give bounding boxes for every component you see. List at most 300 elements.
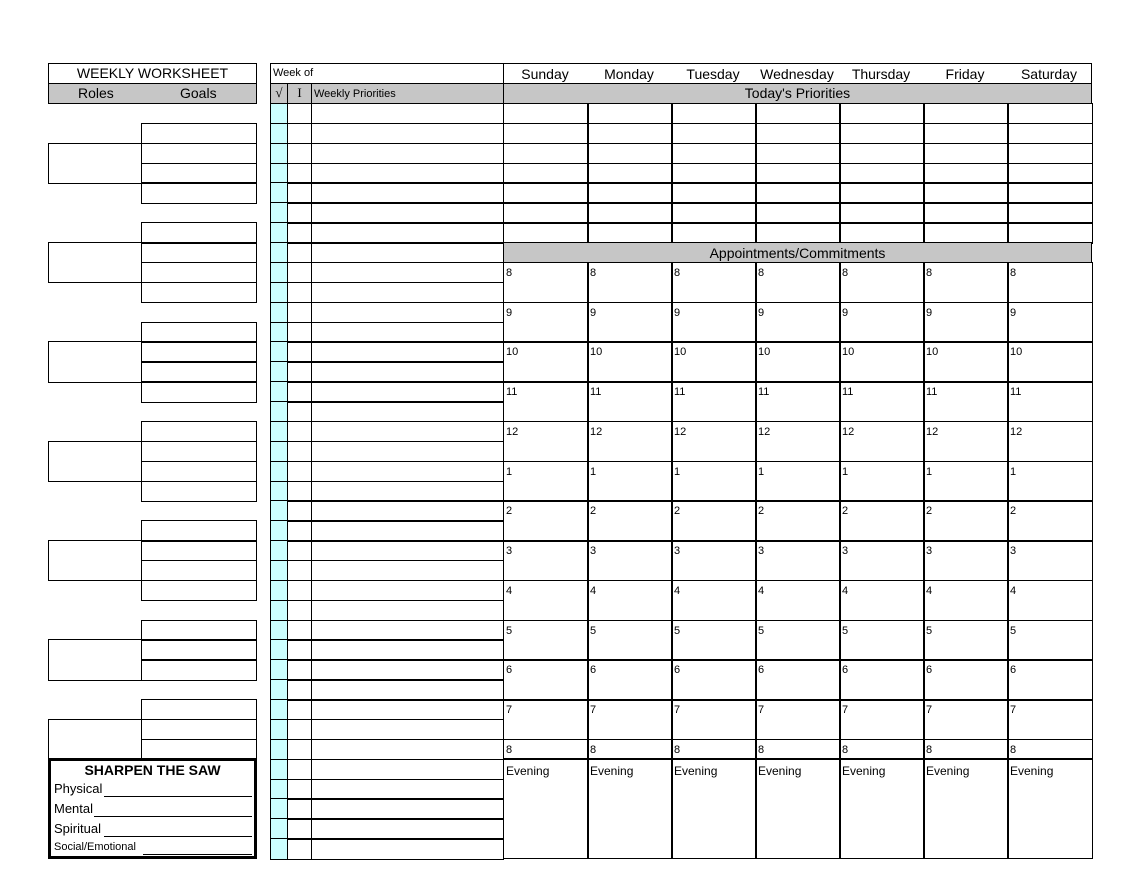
importance-cell[interactable] bbox=[287, 441, 312, 462]
appointment-slot[interactable] bbox=[839, 699, 925, 740]
today-priority-cell[interactable] bbox=[671, 143, 757, 164]
weekly-priority-cell[interactable] bbox=[311, 798, 504, 819]
importance-cell[interactable] bbox=[287, 182, 312, 203]
appointment-slot[interactable] bbox=[839, 580, 925, 621]
today-priority-cell[interactable] bbox=[671, 222, 757, 243]
goal-field[interactable] bbox=[141, 123, 257, 144]
appointment-slot[interactable] bbox=[755, 659, 841, 700]
today-priority-cell[interactable] bbox=[923, 202, 1009, 223]
appointment-slot[interactable] bbox=[503, 302, 589, 343]
goal-field[interactable] bbox=[141, 341, 257, 362]
role-field[interactable] bbox=[48, 242, 142, 283]
importance-cell[interactable] bbox=[287, 639, 312, 660]
importance-cell[interactable] bbox=[287, 322, 312, 343]
today-priority-cell[interactable] bbox=[755, 222, 841, 243]
importance-cell[interactable] bbox=[287, 421, 312, 442]
hour-label: 3 bbox=[506, 545, 513, 558]
hour-label: 4 bbox=[1010, 584, 1017, 597]
role-field[interactable] bbox=[48, 341, 142, 382]
weekly-priority-cell[interactable] bbox=[311, 163, 504, 184]
weekly-priority-cell[interactable] bbox=[311, 123, 504, 144]
goal-field[interactable] bbox=[141, 520, 257, 541]
goal-field[interactable] bbox=[141, 639, 257, 660]
today-priority-cell[interactable] bbox=[503, 103, 589, 124]
today-priority-cell[interactable] bbox=[1007, 163, 1093, 184]
hour-label: 8 bbox=[506, 743, 513, 756]
role-field[interactable] bbox=[48, 143, 142, 184]
appointment-slot[interactable] bbox=[923, 580, 1009, 621]
importance-cell[interactable] bbox=[287, 560, 312, 581]
check-cell[interactable] bbox=[270, 461, 288, 482]
goal-field[interactable] bbox=[141, 461, 257, 482]
importance-cell[interactable] bbox=[287, 341, 312, 362]
weekly-priority-cell[interactable] bbox=[311, 282, 504, 303]
check-cell[interactable] bbox=[270, 779, 288, 800]
appointment-slot[interactable] bbox=[587, 580, 673, 621]
appointment-slot[interactable] bbox=[503, 500, 589, 541]
today-priority-cell[interactable] bbox=[587, 103, 673, 124]
hour-label: 12 bbox=[1010, 425, 1023, 438]
hour-label: 7 bbox=[506, 704, 513, 717]
roles-label: Roles bbox=[78, 85, 114, 101]
sharpen-item-line[interactable] bbox=[143, 854, 252, 855]
importance-cell[interactable] bbox=[287, 719, 312, 740]
importance-cell[interactable] bbox=[287, 699, 312, 720]
weekly-priority-cell[interactable] bbox=[311, 222, 504, 243]
hour-label: 9 bbox=[1010, 306, 1017, 319]
goal-field[interactable] bbox=[141, 560, 257, 581]
hour-label: 7 bbox=[1010, 704, 1017, 717]
importance-cell[interactable] bbox=[287, 540, 312, 561]
importance-cell[interactable] bbox=[287, 838, 312, 859]
importance-cell[interactable] bbox=[287, 620, 312, 641]
today-priority-cell[interactable] bbox=[503, 163, 589, 184]
goal-field[interactable] bbox=[141, 361, 257, 382]
hour-label: 8 bbox=[590, 743, 597, 756]
appointment-slot[interactable] bbox=[503, 699, 589, 740]
hour-label: 12 bbox=[674, 425, 687, 438]
goal-field[interactable] bbox=[141, 540, 257, 561]
importance-cell[interactable] bbox=[287, 401, 312, 422]
importance-cell[interactable] bbox=[287, 679, 312, 700]
today-priority-cell[interactable] bbox=[1007, 222, 1093, 243]
today-priority-cell[interactable] bbox=[755, 182, 841, 203]
check-cell[interactable] bbox=[270, 838, 288, 859]
hour-label: 1 bbox=[926, 465, 933, 478]
importance-cell[interactable] bbox=[287, 143, 312, 164]
appointment-slot[interactable] bbox=[923, 262, 1009, 303]
today-priority-cell[interactable] bbox=[1007, 123, 1093, 144]
today-priority-cell[interactable] bbox=[671, 202, 757, 223]
sharpen-item-line[interactable] bbox=[104, 796, 252, 797]
goal-field[interactable] bbox=[141, 620, 257, 641]
importance-cell[interactable] bbox=[287, 500, 312, 521]
weekly-priority-cell[interactable] bbox=[311, 143, 504, 164]
hour-label: 2 bbox=[758, 505, 765, 518]
today-priority-cell[interactable] bbox=[1007, 143, 1093, 164]
goal-field[interactable] bbox=[141, 719, 257, 740]
appointment-slot[interactable] bbox=[671, 580, 757, 621]
hour-label: 5 bbox=[1010, 624, 1017, 637]
hour-label: 3 bbox=[758, 545, 765, 558]
today-priority-cell[interactable] bbox=[755, 123, 841, 144]
appointment-slot[interactable] bbox=[839, 302, 925, 343]
importance-cell[interactable] bbox=[287, 739, 312, 760]
importance-cell[interactable] bbox=[287, 123, 312, 144]
goal-field[interactable] bbox=[141, 699, 257, 720]
today-priority-cell[interactable] bbox=[755, 143, 841, 164]
appointment-slot[interactable] bbox=[671, 461, 757, 502]
hour-label: 8 bbox=[758, 743, 765, 756]
today-priority-cell[interactable] bbox=[839, 222, 925, 243]
goal-field[interactable] bbox=[141, 163, 257, 184]
appointment-slot[interactable] bbox=[755, 302, 841, 343]
check-cell[interactable] bbox=[270, 798, 288, 819]
appointment-slot[interactable] bbox=[503, 580, 589, 621]
importance-cell[interactable] bbox=[287, 262, 312, 283]
check-cell[interactable] bbox=[270, 341, 288, 362]
importance-cell[interactable] bbox=[287, 222, 312, 243]
today-priority-cell[interactable] bbox=[839, 182, 925, 203]
hour-label: 5 bbox=[758, 624, 765, 637]
today-priority-cell[interactable] bbox=[923, 143, 1009, 164]
weekly-priority-cell[interactable] bbox=[311, 838, 504, 859]
appointment-slot[interactable] bbox=[839, 659, 925, 700]
today-priority-cell[interactable] bbox=[503, 143, 589, 164]
appointment-slot[interactable] bbox=[587, 540, 673, 581]
sharpen-item-line[interactable] bbox=[94, 816, 252, 817]
appointment-slot[interactable] bbox=[1007, 262, 1093, 303]
check-cell[interactable] bbox=[270, 520, 288, 541]
check-cell[interactable] bbox=[270, 639, 288, 660]
weekly-priority-cell[interactable] bbox=[311, 620, 504, 641]
weekly-priority-cell[interactable] bbox=[311, 202, 504, 223]
appointment-slot[interactable] bbox=[755, 262, 841, 303]
check-cell[interactable] bbox=[270, 560, 288, 581]
importance-cell[interactable] bbox=[287, 798, 312, 819]
goal-field[interactable] bbox=[141, 182, 257, 203]
importance-cell[interactable] bbox=[287, 481, 312, 502]
weekly-priority-cell[interactable] bbox=[311, 103, 504, 124]
role-field[interactable] bbox=[48, 639, 142, 680]
weekly-priority-cell[interactable] bbox=[311, 759, 504, 780]
worksheet-title: WEEKLY WORKSHEET bbox=[76, 65, 229, 81]
appointment-slot[interactable] bbox=[923, 302, 1009, 343]
importance-cell[interactable] bbox=[287, 759, 312, 780]
weekly-priority-cell[interactable] bbox=[311, 461, 504, 482]
weekly-priority-cell[interactable] bbox=[311, 639, 504, 660]
check-cell[interactable] bbox=[270, 242, 288, 263]
check-cell[interactable] bbox=[270, 580, 288, 601]
goal-field[interactable] bbox=[141, 421, 257, 442]
appointment-slot[interactable] bbox=[671, 659, 757, 700]
appointment-slot[interactable] bbox=[1007, 540, 1093, 581]
today-priority-cell[interactable] bbox=[839, 123, 925, 144]
today-priority-cell[interactable] bbox=[923, 182, 1009, 203]
hour-label: 9 bbox=[842, 306, 849, 319]
today-priority-cell[interactable] bbox=[839, 103, 925, 124]
today-priority-cell[interactable] bbox=[839, 143, 925, 164]
goal-field[interactable] bbox=[141, 659, 257, 680]
importance-cell[interactable] bbox=[287, 302, 312, 323]
appointment-slot[interactable] bbox=[755, 540, 841, 581]
check-cell[interactable] bbox=[270, 202, 288, 223]
importance-cell[interactable] bbox=[287, 202, 312, 223]
check-cell[interactable] bbox=[270, 302, 288, 323]
appointment-slot[interactable] bbox=[755, 699, 841, 740]
today-priority-cell[interactable] bbox=[587, 163, 673, 184]
importance-cell[interactable] bbox=[287, 163, 312, 184]
weekly-priority-cell[interactable] bbox=[311, 182, 504, 203]
check-cell[interactable] bbox=[270, 361, 288, 382]
today-priority-cell[interactable] bbox=[923, 163, 1009, 184]
today-priority-cell[interactable] bbox=[587, 202, 673, 223]
today-priority-cell[interactable] bbox=[587, 182, 673, 203]
role-field[interactable] bbox=[48, 441, 142, 482]
today-priority-cell[interactable] bbox=[1007, 182, 1093, 203]
weekly-priority-cell[interactable] bbox=[311, 421, 504, 442]
goal-field[interactable] bbox=[141, 262, 257, 283]
hour-label: 12 bbox=[758, 425, 771, 438]
weekly-priority-cell[interactable] bbox=[311, 242, 504, 263]
check-cell[interactable] bbox=[270, 719, 288, 740]
appointment-slot[interactable] bbox=[587, 302, 673, 343]
appointment-slot[interactable] bbox=[923, 620, 1009, 661]
appointment-slot[interactable] bbox=[1007, 620, 1093, 661]
appointment-slot[interactable] bbox=[671, 620, 757, 661]
appointment-slot[interactable] bbox=[587, 461, 673, 502]
appointment-slot[interactable] bbox=[587, 659, 673, 700]
check-cell[interactable] bbox=[270, 282, 288, 303]
goal-field[interactable] bbox=[141, 580, 257, 601]
today-priority-cell[interactable] bbox=[503, 182, 589, 203]
weekly-priority-cell[interactable] bbox=[311, 679, 504, 700]
today-priority-cell[interactable] bbox=[923, 222, 1009, 243]
check-cell[interactable] bbox=[270, 401, 288, 422]
goal-field[interactable] bbox=[141, 739, 257, 760]
appointment-slot[interactable] bbox=[755, 500, 841, 541]
importance-cell[interactable] bbox=[287, 818, 312, 839]
check-cell[interactable] bbox=[270, 620, 288, 641]
hour-label: 12 bbox=[842, 425, 855, 438]
appointment-slot[interactable] bbox=[1007, 699, 1093, 740]
importance-cell[interactable] bbox=[287, 600, 312, 621]
hour-label: 5 bbox=[674, 624, 681, 637]
check-cell[interactable] bbox=[270, 500, 288, 521]
today-priority-cell[interactable] bbox=[503, 123, 589, 144]
today-priority-cell[interactable] bbox=[1007, 103, 1093, 124]
check-cell[interactable] bbox=[270, 481, 288, 502]
goal-field[interactable] bbox=[141, 481, 257, 502]
appointment-slot[interactable] bbox=[1007, 461, 1093, 502]
today-priority-cell[interactable] bbox=[923, 103, 1009, 124]
appointment-slot[interactable] bbox=[587, 262, 673, 303]
appointment-slot[interactable] bbox=[839, 500, 925, 541]
today-priority-cell[interactable] bbox=[839, 163, 925, 184]
weekly-priority-cell[interactable] bbox=[311, 540, 504, 561]
hour-label: 12 bbox=[590, 425, 603, 438]
check-cell[interactable] bbox=[270, 222, 288, 243]
check-cell[interactable] bbox=[270, 163, 288, 184]
hour-label: 8 bbox=[674, 743, 681, 756]
appointment-slot[interactable] bbox=[923, 461, 1009, 502]
weekly-priority-cell[interactable] bbox=[311, 719, 504, 740]
importance-cell[interactable] bbox=[287, 103, 312, 124]
appointment-slot[interactable] bbox=[839, 461, 925, 502]
hour-label: 8 bbox=[842, 267, 849, 279]
importance-cell[interactable] bbox=[287, 779, 312, 800]
today-priority-cell[interactable] bbox=[755, 202, 841, 223]
appointment-slot[interactable] bbox=[587, 500, 673, 541]
appointment-slot[interactable] bbox=[671, 262, 757, 303]
appointment-slot[interactable] bbox=[839, 540, 925, 581]
importance-cell[interactable] bbox=[287, 659, 312, 680]
goal-field[interactable] bbox=[141, 143, 257, 164]
goal-field[interactable] bbox=[141, 222, 257, 243]
check-cell[interactable] bbox=[270, 600, 288, 621]
check-cell[interactable] bbox=[270, 659, 288, 680]
weekly-priority-cell[interactable] bbox=[311, 520, 504, 541]
weekly-priority-cell[interactable] bbox=[311, 481, 504, 502]
weekly-priority-cell[interactable] bbox=[311, 361, 504, 382]
today-priority-cell[interactable] bbox=[587, 143, 673, 164]
today-priority-cell[interactable] bbox=[587, 123, 673, 144]
check-cell[interactable] bbox=[270, 262, 288, 283]
check-cell[interactable] bbox=[270, 759, 288, 780]
today-priority-cell[interactable] bbox=[503, 202, 589, 223]
check-cell[interactable] bbox=[270, 679, 288, 700]
check-cell[interactable] bbox=[270, 182, 288, 203]
evening-label: Evening bbox=[506, 764, 550, 778]
hour-label: 11 bbox=[590, 386, 602, 399]
appointment-slot[interactable] bbox=[923, 500, 1009, 541]
appointment-slot[interactable] bbox=[923, 659, 1009, 700]
role-field[interactable] bbox=[48, 719, 142, 760]
appointment-slot[interactable] bbox=[1007, 580, 1093, 621]
weekly-priority-cell[interactable] bbox=[311, 341, 504, 362]
appointment-slot[interactable] bbox=[923, 699, 1009, 740]
hour-label: 8 bbox=[590, 267, 597, 279]
appointment-slot[interactable] bbox=[671, 540, 757, 581]
hour-label: 6 bbox=[590, 664, 597, 677]
goal-field[interactable] bbox=[141, 242, 257, 263]
weekly-priority-cell[interactable] bbox=[311, 262, 504, 283]
importance-cell[interactable] bbox=[287, 461, 312, 482]
role-field[interactable] bbox=[48, 540, 142, 581]
weekly-priority-cell[interactable] bbox=[311, 441, 504, 462]
importance-cell[interactable] bbox=[287, 580, 312, 601]
check-cell[interactable] bbox=[270, 421, 288, 442]
check-cell[interactable] bbox=[270, 699, 288, 720]
goals-label: Goals bbox=[180, 85, 217, 101]
today-priority-cell[interactable] bbox=[923, 123, 1009, 144]
check-cell[interactable] bbox=[270, 818, 288, 839]
appointment-slot[interactable] bbox=[503, 540, 589, 581]
check-cell[interactable] bbox=[270, 739, 288, 760]
appointment-slot[interactable] bbox=[671, 302, 757, 343]
appointment-slot[interactable] bbox=[671, 699, 757, 740]
appointment-slot[interactable] bbox=[503, 620, 589, 661]
hour-label: 7 bbox=[758, 704, 765, 717]
goal-field[interactable] bbox=[141, 441, 257, 462]
today-priority-cell[interactable] bbox=[671, 163, 757, 184]
hour-label: 9 bbox=[758, 306, 765, 319]
todays-priorities-label: Today's Priorities bbox=[744, 85, 851, 101]
appointment-slot[interactable] bbox=[587, 620, 673, 661]
importance-cell[interactable] bbox=[287, 520, 312, 541]
hour-label: 4 bbox=[590, 584, 597, 597]
hour-label: 5 bbox=[842, 624, 849, 637]
weekly-priority-cell[interactable] bbox=[311, 560, 504, 581]
appointment-slot[interactable] bbox=[755, 620, 841, 661]
hour-label: 9 bbox=[506, 306, 513, 319]
hour-label: 3 bbox=[1010, 545, 1017, 558]
today-priority-cell[interactable] bbox=[587, 222, 673, 243]
check-cell[interactable] bbox=[270, 123, 288, 144]
appointment-slot[interactable] bbox=[755, 580, 841, 621]
check-cell[interactable] bbox=[270, 441, 288, 462]
appointment-slot[interactable] bbox=[839, 262, 925, 303]
today-priority-cell[interactable] bbox=[671, 103, 757, 124]
today-priority-cell[interactable] bbox=[671, 123, 757, 144]
check-cell[interactable] bbox=[270, 143, 288, 164]
weekly-priority-cell[interactable] bbox=[311, 699, 504, 720]
goal-field[interactable] bbox=[141, 282, 257, 303]
weekly-priority-cell[interactable] bbox=[311, 381, 504, 402]
appointment-slot[interactable] bbox=[1007, 302, 1093, 343]
check-cell[interactable] bbox=[270, 540, 288, 561]
weekly-priority-cell[interactable] bbox=[311, 818, 504, 839]
appointment-slot[interactable] bbox=[1007, 500, 1093, 541]
importance-cell[interactable] bbox=[287, 361, 312, 382]
appointment-slot[interactable] bbox=[503, 262, 589, 303]
appointment-slot[interactable] bbox=[923, 540, 1009, 581]
appointment-slot[interactable] bbox=[671, 500, 757, 541]
appointment-slot[interactable] bbox=[503, 659, 589, 700]
today-priority-cell[interactable] bbox=[755, 103, 841, 124]
appointment-slot[interactable] bbox=[1007, 659, 1093, 700]
appointment-slot[interactable] bbox=[503, 461, 589, 502]
goal-field[interactable] bbox=[141, 381, 257, 402]
appointment-slot[interactable] bbox=[755, 461, 841, 502]
today-priority-cell[interactable] bbox=[1007, 202, 1093, 223]
weekly-priority-cell[interactable] bbox=[311, 600, 504, 621]
appointment-slot[interactable] bbox=[587, 699, 673, 740]
sharpen-item-line[interactable] bbox=[104, 836, 252, 837]
weekly-priority-cell[interactable] bbox=[311, 779, 504, 800]
weekly-priority-cell[interactable] bbox=[311, 500, 504, 521]
hour-label: 5 bbox=[926, 624, 933, 637]
check-cell[interactable] bbox=[270, 322, 288, 343]
check-cell[interactable] bbox=[270, 381, 288, 402]
today-priority-cell[interactable] bbox=[503, 222, 589, 243]
appointment-slot[interactable] bbox=[839, 620, 925, 661]
importance-cell[interactable] bbox=[287, 282, 312, 303]
goal-field[interactable] bbox=[141, 322, 257, 343]
today-priority-cell[interactable] bbox=[839, 202, 925, 223]
weekly-priority-cell[interactable] bbox=[311, 739, 504, 760]
weekly-priority-cell[interactable] bbox=[311, 401, 504, 422]
weekly-priority-cell[interactable] bbox=[311, 659, 504, 680]
importance-cell[interactable] bbox=[287, 242, 312, 263]
weekly-priority-cell[interactable] bbox=[311, 322, 504, 343]
check-cell[interactable] bbox=[270, 103, 288, 124]
today-priority-cell[interactable] bbox=[755, 163, 841, 184]
weekly-priority-cell[interactable] bbox=[311, 580, 504, 601]
weekly-priority-cell[interactable] bbox=[311, 302, 504, 323]
today-priority-cell[interactable] bbox=[671, 182, 757, 203]
importance-cell[interactable] bbox=[287, 381, 312, 402]
